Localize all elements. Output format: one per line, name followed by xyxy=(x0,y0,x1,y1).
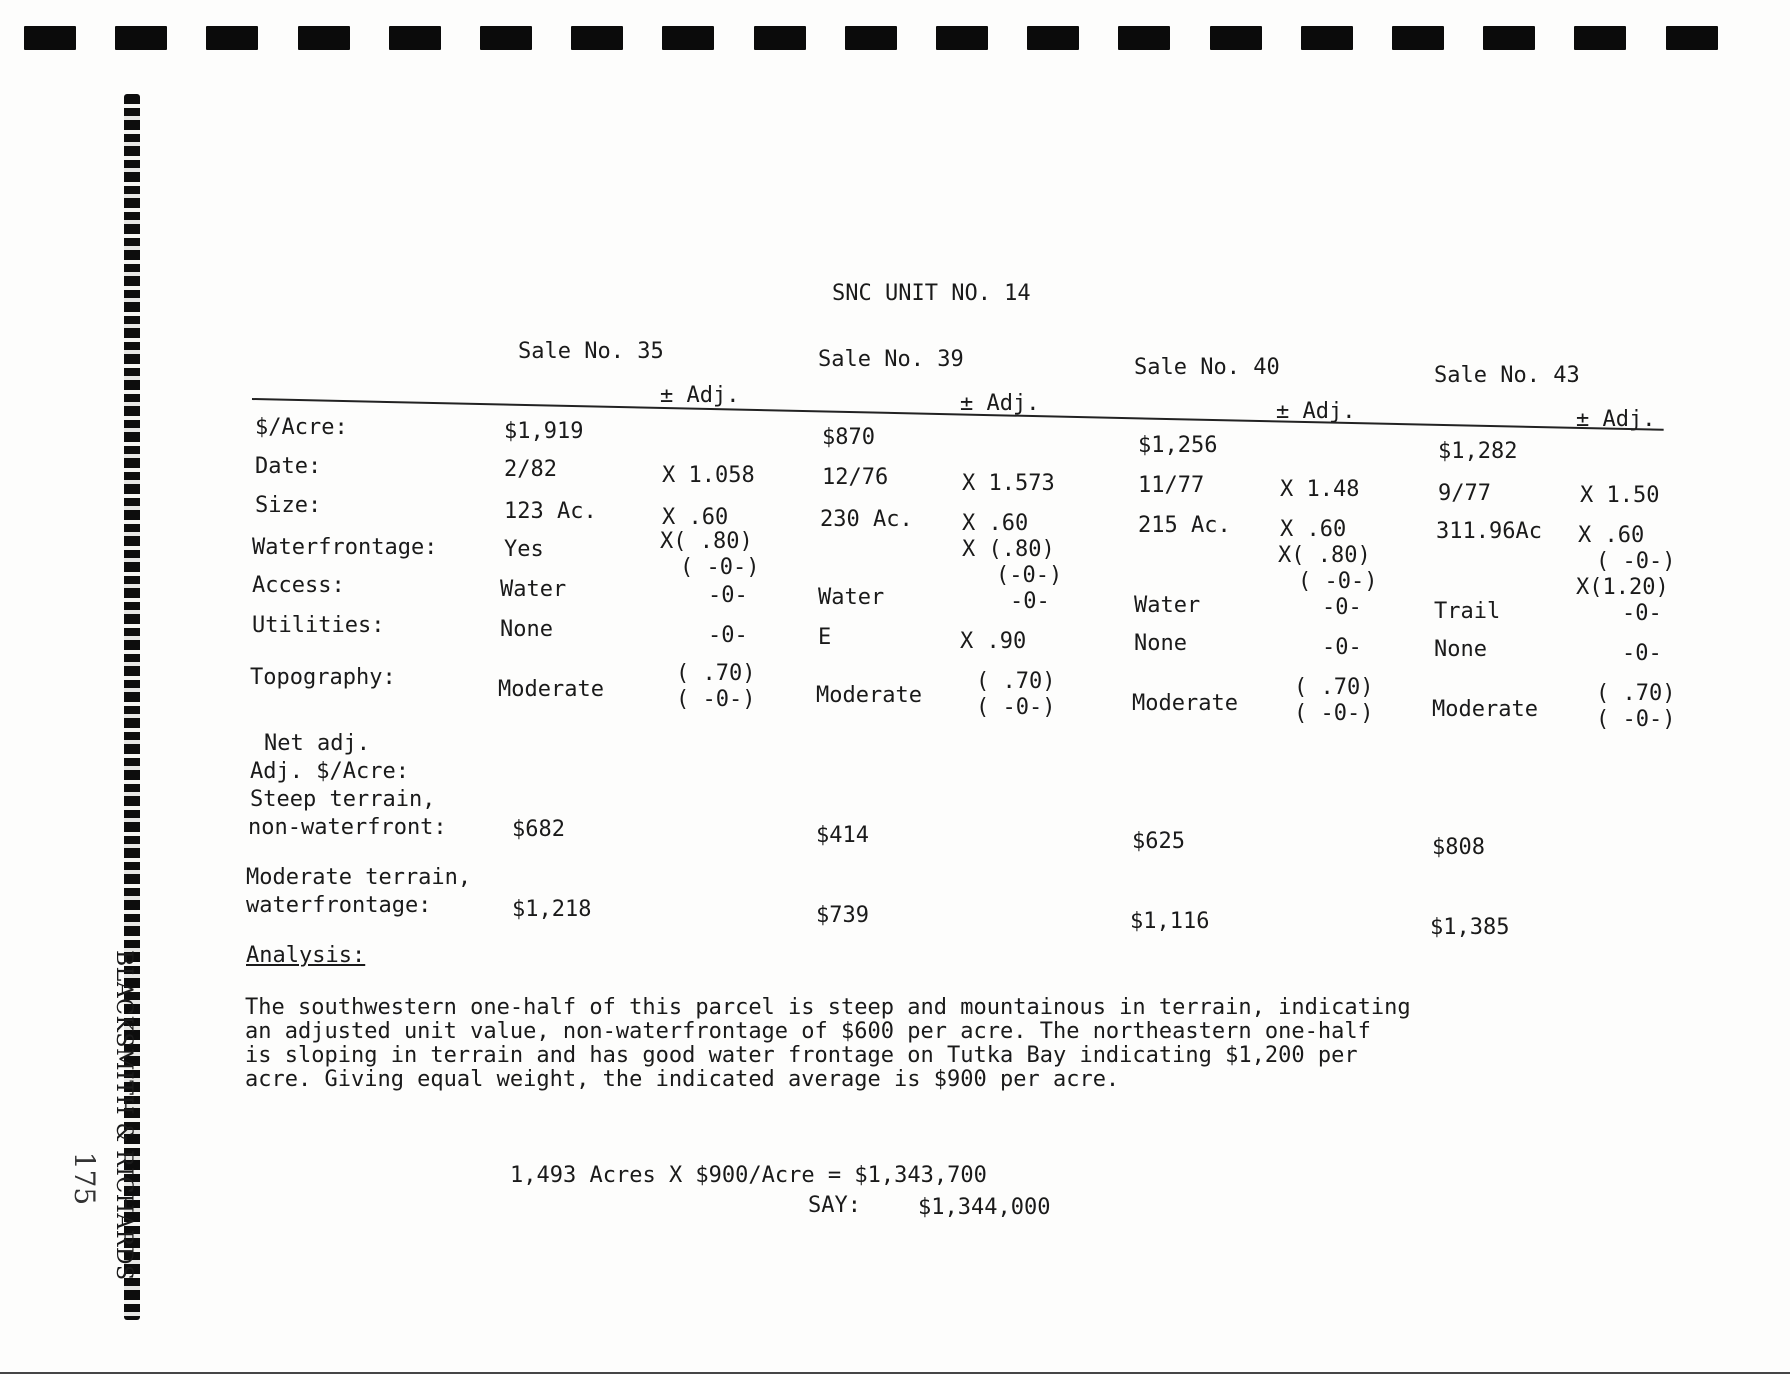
s43-topo: Moderate xyxy=(1432,697,1538,722)
s39-date: 12/76 xyxy=(822,465,889,490)
side-brand: BLACKSMITH & RICHARDS xyxy=(111,950,136,1281)
s40-access: Water xyxy=(1134,593,1201,618)
s40-size-adj: X .60 xyxy=(1280,517,1347,542)
s39-moderate: $739 xyxy=(816,903,869,928)
header-rule xyxy=(252,398,1664,431)
page-number: 175 xyxy=(68,1151,102,1206)
s39-acre: $870 xyxy=(822,425,875,450)
sale-35-adj-header: ± Adj. xyxy=(660,383,740,408)
s40-date: 11/77 xyxy=(1138,473,1205,498)
s43-moderate: $1,385 xyxy=(1430,915,1510,940)
label-steep-1: Steep terrain, xyxy=(250,787,436,812)
s35-util-adj: -0- xyxy=(708,623,748,648)
s39-access-adj: -0- xyxy=(1010,589,1050,614)
s35-size-adj: X .60 xyxy=(662,505,729,530)
label-date: Date: xyxy=(255,454,322,479)
s43-topo-adj-1: ( .70) xyxy=(1596,681,1676,706)
s35-water-adj-1: X( .80) xyxy=(660,529,753,554)
calc-line: 1,493 Acres X $900/Acre = $1,343,700 xyxy=(510,1163,987,1188)
s39-water-adj-1: X (.80) xyxy=(962,537,1055,562)
label-moderate-2: waterfrontage: xyxy=(246,893,432,918)
s40-size: 215 Ac. xyxy=(1138,513,1231,538)
s35-water-adj-2: ( -0-) xyxy=(680,555,760,580)
sale-39-header: Sale No. 39 xyxy=(818,347,964,372)
s40-water-adj-2: ( -0-) xyxy=(1298,569,1378,594)
s40-topo-adj-2: ( -0-) xyxy=(1294,701,1374,726)
say-label: SAY: xyxy=(808,1193,861,1218)
s35-acre: $1,919 xyxy=(504,419,584,444)
s39-steep: $414 xyxy=(816,823,869,848)
s43-access-adj: -0- xyxy=(1622,601,1662,626)
analysis-heading: Analysis: xyxy=(246,943,366,968)
s43-steep: $808 xyxy=(1432,835,1485,860)
s40-util: None xyxy=(1134,631,1187,656)
label-steep-2: non-waterfront: xyxy=(248,815,447,840)
sale-35-header: Sale No. 35 xyxy=(518,339,664,364)
s39-topo-adj-1: ( .70) xyxy=(976,669,1056,694)
sale-40-adj-header: ± Adj. xyxy=(1276,399,1356,424)
say-value: $1,344,000 xyxy=(918,1195,1051,1220)
s35-date-adj: X 1.058 xyxy=(662,463,755,488)
label-adj-acre: Adj. $/Acre: xyxy=(250,759,409,784)
label-waterfrontage: Waterfrontage: xyxy=(252,535,438,560)
s35-topo: Moderate xyxy=(498,677,604,702)
s35-topo-adj-1: ( .70) xyxy=(676,661,756,686)
s43-util: None xyxy=(1434,637,1487,662)
s40-steep: $625 xyxy=(1132,829,1185,854)
s43-date-adj: X 1.50 xyxy=(1580,483,1660,508)
analysis-paragraph: The southwestern one-half of this parcel is steep and mountainous in terrain, indicating an adjusted unit value, non-waterfrontage of $600 per acre. The northeastern one-half is sloping in terrain and has good water frontage on Tutka Bay indicating $1,200 per acre. Giving equal weight, the indicated average is $900 per acre. xyxy=(245,995,1411,1092)
s43-util-adj: -0- xyxy=(1622,641,1662,666)
s40-water-adj-1: X( .80) xyxy=(1278,543,1371,568)
s35-water: Yes xyxy=(504,537,544,562)
s40-moderate: $1,116 xyxy=(1130,909,1210,934)
label-access: Access: xyxy=(252,573,345,598)
s39-size: 230 Ac. xyxy=(820,507,913,532)
s39-util: E xyxy=(818,625,832,650)
label-acre: $/Acre: xyxy=(255,415,348,440)
s40-date-adj: X 1.48 xyxy=(1280,477,1360,502)
s43-acre: $1,282 xyxy=(1438,439,1518,464)
s43-date: 9/77 xyxy=(1438,481,1491,506)
s40-acre: $1,256 xyxy=(1138,433,1218,458)
s40-util-adj: -0- xyxy=(1322,635,1362,660)
s43-water-adj-2: X(1.20) xyxy=(1576,575,1669,600)
s39-water-adj-2: (-0-) xyxy=(996,563,1063,588)
sale-43-header: Sale No. 43 xyxy=(1434,363,1580,388)
s35-util: None xyxy=(500,617,553,642)
s35-date: 2/82 xyxy=(504,457,557,482)
s35-steep: $682 xyxy=(512,817,565,842)
sale-40-header: Sale No. 40 xyxy=(1134,355,1280,380)
s43-size: 311.96Ac xyxy=(1436,519,1542,544)
s39-util-adj: X .90 xyxy=(960,629,1027,654)
s40-topo: Moderate xyxy=(1132,691,1238,716)
s35-size: 123 Ac. xyxy=(504,499,597,524)
sale-43-adj-header: ± Adj. xyxy=(1576,407,1656,432)
s39-size-adj: X .60 xyxy=(962,511,1029,536)
label-utilities: Utilities: xyxy=(252,613,385,638)
label-moderate-1: Moderate terrain, xyxy=(246,865,472,890)
s35-access: Water xyxy=(500,577,567,602)
label-size: Size: xyxy=(255,493,322,518)
page-title: SNC UNIT NO. 14 xyxy=(832,281,1031,306)
label-topography: Topography: xyxy=(250,665,396,690)
s35-moderate: $1,218 xyxy=(512,897,592,922)
s43-topo-adj-2: ( -0-) xyxy=(1596,707,1676,732)
s39-access: Water xyxy=(818,585,885,610)
s35-access-adj: -0- xyxy=(708,583,748,608)
s40-topo-adj-1: ( .70) xyxy=(1294,675,1374,700)
s35-topo-adj-2: ( -0-) xyxy=(676,687,756,712)
s40-access-adj: -0- xyxy=(1322,595,1362,620)
page-bottom-edge xyxy=(0,1372,1790,1374)
s43-size-adj: X .60 xyxy=(1578,523,1645,548)
s43-access: Trail xyxy=(1434,599,1501,624)
s39-date-adj: X 1.573 xyxy=(962,471,1055,496)
label-net-adj: Net adj. xyxy=(264,731,370,756)
sale-39-adj-header: ± Adj. xyxy=(960,391,1040,416)
s39-topo-adj-2: ( -0-) xyxy=(976,695,1056,720)
s43-water-adj-1: ( -0-) xyxy=(1596,549,1676,574)
s39-topo: Moderate xyxy=(816,683,922,708)
